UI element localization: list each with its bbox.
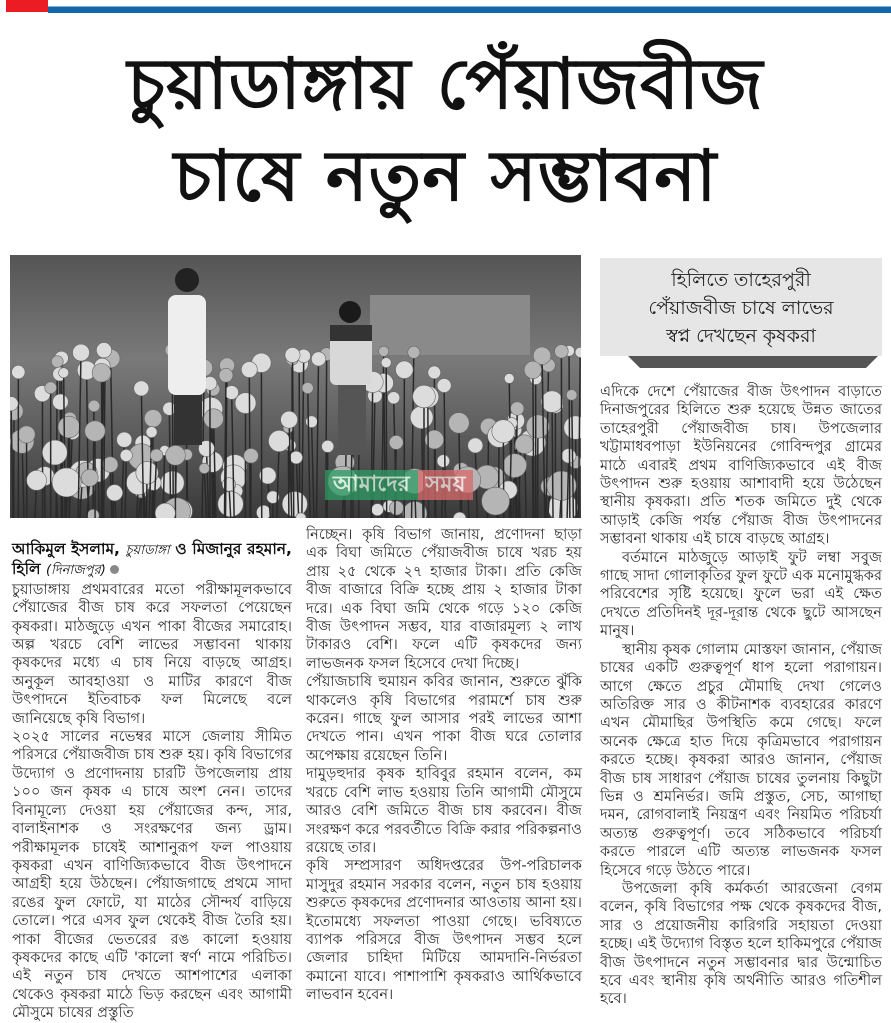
flower-head	[58, 416, 80, 438]
byline	[12, 540, 292, 581]
byline-place-2: (দিনাজপুর)	[46, 563, 106, 578]
flower-head	[437, 455, 450, 468]
flower-head	[515, 435, 534, 454]
flower-head	[311, 352, 325, 366]
masthead-blue-rule	[48, 6, 891, 13]
flower-head	[73, 344, 90, 361]
flower-head	[511, 402, 524, 415]
flower-head	[381, 358, 391, 368]
flower-head	[504, 373, 514, 383]
flower-stem	[533, 370, 534, 518]
side-article-body	[600, 383, 882, 1009]
side-article-title-box	[600, 258, 882, 356]
flower-head	[468, 438, 483, 453]
flower-head	[199, 463, 209, 473]
flower-head	[561, 449, 575, 463]
flower-head	[88, 400, 100, 412]
flower-head	[166, 445, 186, 465]
bullet-dot	[110, 565, 119, 574]
flower-head	[51, 356, 63, 368]
flower-head	[117, 432, 132, 447]
flower-head	[526, 415, 549, 438]
flower-head	[396, 361, 414, 379]
flower-head	[389, 501, 403, 515]
flower-head	[268, 430, 289, 451]
newspaper-watermark-logo	[325, 470, 473, 500]
headline	[0, 38, 891, 222]
headline-line-2: চাষে নতুন সম্ভাবনা	[0, 130, 891, 222]
onion-field-photo	[10, 255, 581, 518]
watermark-red: সময়	[418, 470, 474, 500]
headline-line-1: চুয়াডাঙ্গায় পেঁয়াজবীজ	[0, 38, 891, 130]
byline-author-1: আকিমুল ইসলাম,	[12, 540, 120, 558]
paragraph: বর্তমানে মাঠজুড়ে আড়াই ফুট লম্বা সবুজ গাছে সাদা গোলাকৃতির ফুল ফুটে এক মনোমুগ্ধকর পরিবেশের সৃষ্টি হয়েছে। ফুলে ভরা এই ক্ষেত দেখতে প্রতিদিনই দূর-দূরান্ত থেকে ছুটে আসছেন মানুষ।	[600, 549, 882, 641]
flower-head	[302, 382, 313, 393]
flower-head	[449, 413, 470, 434]
flower-head	[106, 485, 122, 501]
flower-head	[541, 391, 563, 413]
byline-author-2: মিজানুর রহমান,	[192, 540, 292, 558]
flower-head	[45, 382, 57, 394]
flower-stem	[569, 351, 570, 518]
flower-head	[408, 346, 420, 358]
paragraph: চুয়াডাঙ্গায় প্রথমবারের মতো পরীক্ষামূলকভাবে পেঁয়াজের বীজ চাষ করে সফলতা পেয়েছেন কৃষকরা। মাঠজুড়ে এখন পাকা বীজের সমারোহ। অল্প খরচে বেশি লাভের সম্ভাবনা থাকায় কৃষকদের মধ্যে এ চাষ নিয়ে বাড়ছে আগ্রহ। অনুকূল আবহাওয়া ও মাটির কারণে বীজ উৎপাদনে ইতিবাচক ফল মিলেছে বলে জানিয়েছে কৃষি বিভাগ।	[12, 581, 292, 728]
side-title-line-1: হিলিতে তাহেরপুরী	[600, 266, 882, 294]
flower-head	[281, 411, 298, 428]
flower-head	[235, 393, 256, 414]
main-article-column-1	[12, 540, 292, 1023]
side-title-line-3: স্বপ্ন দেখছেন কৃষকরা	[600, 322, 882, 350]
flower-head	[566, 390, 577, 401]
flower-head	[241, 362, 257, 378]
flower-head	[87, 509, 99, 518]
flower-head	[204, 409, 224, 429]
byline-place-1: চুয়াডাঙ্গা	[126, 543, 170, 558]
paragraph: পেঁয়াজচাষি হুমায়ন কবির জানান, শুরুতে ঝুঁকি থাকলেও কৃষি বিভাগের পরামর্শে চাষ শুরু করেন। গাছে ফুল আসার পরই লাভের আশা দেখতে পান। এখন পাকা বীজ ঘরে তোলার অপেক্ষায় রয়েছেন তিনি।	[306, 673, 582, 765]
flower-head	[437, 378, 451, 392]
flower-head	[492, 420, 515, 443]
flower-stem	[101, 373, 102, 518]
side-title-shadow	[628, 356, 878, 368]
paragraph: এদিকে দেশে পেঁয়াজের বীজ উৎপাদন বাড়াতে দিনাজপুরের হিলিতে শুরু হয়েছে উন্নত জাতের তাহেরপুরী পেঁয়াজবীজ চাষ। উপজেলার খট্টামাধবপাড়া ইউনিয়নের গোবিন্দপুর গ্রামের মাঠে এবারই প্রথম বাণিজ্যিকভাবে এই বীজ উৎপাদন শুরু হওয়ায় আশাবাদী হয়ে উঠেছেন স্থানীয় কৃষকরা। প্রতি শতক জমিতে দুই থেকে আড়াই কেজি পর্যন্ত পেঁয়াজ বীজ উৎপাদনের সম্ভাবনা থাকায় এই চাষে বাড়ছে আগ্রহ।	[600, 383, 882, 549]
paragraph: নিচ্ছেন। কৃষি বিভাগ জানায়, প্রণোদনা ছাড়া এক বিঘা জমিতে পেঁয়াজবীজ চাষে খরচ হয় প্রায় ২৫ থেকে ২৭ হাজার টাকা। প্রতি কেজি বীজ বাজারে বিক্রি হচ্ছে প্রায় ২ হাজার টাকা দরে। এক বিঘা জমি থেকে গড়ে ১২০ কেজি বীজ উৎপাদন সম্ভব, যার বাজারমূল্য ২ লাখ টাকারও বেশি। ফলে এটি কৃষকদের জন্য লাভজনক ফসল হিসেবে দেখা দিচ্ছে।	[306, 526, 582, 673]
flower-head	[379, 346, 389, 356]
flower-head	[134, 381, 149, 396]
flower-head	[120, 449, 132, 461]
flower-head	[244, 449, 259, 464]
flower-head	[27, 470, 47, 490]
flower-head	[428, 366, 441, 379]
flower-head	[42, 440, 67, 465]
flower-head	[225, 386, 239, 400]
flower-head	[482, 487, 510, 515]
byline-area-2: হিলি	[12, 560, 41, 578]
paragraph: ২০২৫ সালের নভেম্বর মাসে জেলায় সীমিত পরিসরে পেঁয়াজবীজ চাষ শুরু হয়। কৃষি বিভাগের উদ্যোগ ও প্রণোদনায় চারটি উপজেলায় প্রায় ১০০ জন কৃষক এ চাষে অংশ নেন। তাদের বিনামূল্যে দেওয়া হয় পেঁয়াজের কন্দ, সার, বালাইনাশক ও সংরক্ষণের জন্য ড্রাম। পরীক্ষামূলক চাষেই আশানুরূপ ফল পাওয়ায় কৃষকরা এখন বাণিজ্যিকভাবে বীজ উৎপাদনে আগ্রহী হয়ে উঠছেন। পেঁয়াজগাছে প্রথমে সাদা রঙের ফুল ফোটে, যা মাঠের সৌন্দর্য বাড়িয়ে তোলে। পরে এসব ফুল থেকেই বীজ তৈরি হয়। পাকা বীজের ভেতরের রঙ কালো হওয়ায় কৃষকদের কাছে এটি 'কালো স্বর্ণ' নামে পরিচিত। এই নতুন চাষ দেখতে আশপাশের এলাকা থেকেও কৃষকরা মাঠে ভিড় করছেন এবং আগামী মৌসুমে চাষের প্রস্তুতি	[12, 728, 292, 1023]
flower-head	[389, 435, 403, 449]
flower-head	[96, 342, 111, 357]
flower-stem	[552, 402, 553, 518]
photo-wall	[370, 295, 530, 355]
flower-head	[144, 410, 161, 427]
byline-and: ও	[175, 540, 186, 558]
article-photo	[10, 255, 581, 518]
flower-head	[285, 347, 300, 362]
flower-head	[413, 385, 436, 408]
flower-head	[282, 491, 307, 516]
paragraph: দামুড়হুদার কৃষক হাবিবুর রহমান বলেন, কম খরচে বেশি লাভ হওয়ায় তিনি আগামী মৌসুমে আরও বেশি জমিতে বীজ চাষ করবেন। বীজ সংরক্ষণ করে পরবর্তীতে বিক্রি করার পরিকল্পনাও রয়েছে তার।	[306, 765, 582, 857]
main-article-column-2	[306, 526, 582, 1005]
flower-head	[59, 368, 69, 378]
flower-head	[85, 421, 105, 441]
flower-head	[388, 392, 400, 404]
flower-head	[92, 363, 111, 382]
masthead-red-block	[6, 0, 48, 12]
flower-head	[503, 454, 527, 478]
flower-head	[555, 345, 569, 359]
flower-head	[150, 449, 163, 462]
paragraph: স্থানীয় কৃষক গোলাম মোস্তফা জানান, পেঁয়াজ চাষের একটি গুরুত্বপূর্ণ ধাপ হলো পরাগায়ন। আগে ক্ষেতে প্রচুর মৌমাছি দেখা গেলেও অতিরিক্ত সার ও কীটনাশক ব্যবহারের কারণে এখন মৌমাছির উপস্থিতি কমে গেছে। ফলে অনেক ক্ষেত্রে হাত দিয়ে কৃত্রিমভাবে পরাগায়ন করতে হচ্ছে। কৃষকরা আরও জানান, পেঁয়াজ বীজ চাষ সাধারণ পেঁয়াজ চাষের তুলনায় কিছুটা ভিন্ন ও শ্রমনির্ভর। জমি প্রস্তুত, সেচ, আগাছা দমন, রোগবালাই নিয়ন্ত্রণ এবং নিয়মিত পরিচর্যা অত্যন্ত গুরুত্বপূর্ণ। তবে সঠিকভাবে পরিচর্যা করতে পারলে এটি অত্যন্ত লাভজনক ফসল হিসেবে গড়ে উঠতে পারে।	[600, 641, 882, 880]
flower-head	[163, 402, 176, 415]
flower-head	[12, 365, 25, 378]
flower-stem	[249, 370, 250, 518]
flower-head	[524, 361, 541, 378]
side-title-line-2: পেঁয়াজবীজ চাষে লাভের	[600, 294, 882, 322]
flower-head	[410, 406, 433, 429]
flower-head	[322, 440, 334, 452]
flower-head	[219, 368, 233, 382]
watermark-green: আমাদের	[325, 470, 418, 500]
flower-head	[306, 416, 318, 428]
paragraph: উপজেলা কৃষি কর্মকর্তা আরজেনা বেগম বলেন, কৃষি বিভাগের পক্ষ থেকে কৃষকদের বীজ, সার ও প্রয়োজনীয় কারিগরি সহায়তা দেওয়া হচ্ছে। এই উদ্যোগ বিস্তৃত হলে হাকিমপুরে পেঁয়াজ বীজ উৎপাদনে নতুন সম্ভাবনার দ্বার উন্মোচিত হবে এবং স্থানীয় কৃষি অর্থনীতি আরও গতিশীল হবে।	[600, 880, 882, 1009]
flower-head	[371, 504, 383, 516]
flower-head	[53, 394, 69, 410]
flower-head	[18, 426, 35, 443]
paragraph: কৃষি সম্প্রসারণ অধিদপ্তরের উপ-পরিচালক মাসুদুর রহমান সরকার বলেন, নতুন চাষ হওয়ায় শুরুতে কৃষকদের প্রণোদনার আওতায় আনা হয়। ইতোমধ্যে সফলতা পাওয়া গেছে। ভবিষ্যতে ব্যাপক পরিসরে বীজ উৎপাদন সম্ভব হলে জেলার চাহিদা মিটিয়ে আমদানি-নির্ভরতা কমানো যাবে। পাশাপাশি কৃষকরাও আর্থিকভাবে লাভবান হবেন।	[306, 857, 582, 1004]
flower-head	[81, 469, 98, 486]
flower-head	[256, 505, 270, 518]
flower-head	[146, 427, 157, 438]
flower-head	[290, 451, 303, 464]
flower-head	[52, 468, 81, 497]
